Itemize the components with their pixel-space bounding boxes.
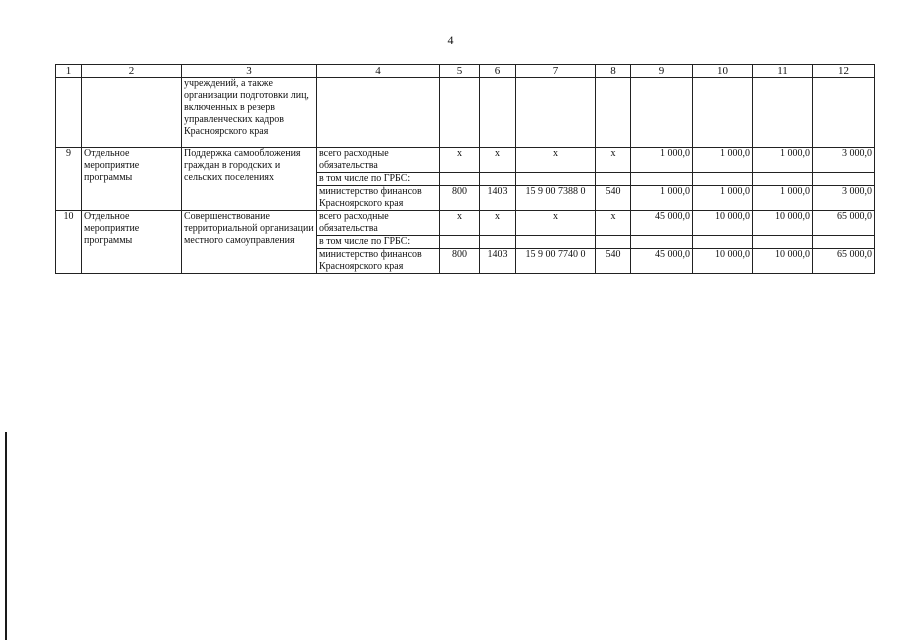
table-row <box>56 211 875 236</box>
column-header: 11 <box>753 65 813 78</box>
value-cell: 45 000,0 <box>631 249 693 274</box>
scan-edge-line <box>5 432 7 640</box>
value-cell: 15 9 00 7740 0 <box>516 249 596 274</box>
ministry-label: министерство финансов Красноярского края <box>317 249 440 274</box>
grbs-label: в том числе по ГРБС: <box>317 173 440 186</box>
row-number: 9 <box>56 148 82 211</box>
grbs-label: в том числе по ГРБС: <box>317 236 440 249</box>
row-status: Отдельное мероприятие программы <box>82 148 182 211</box>
value-cell: x <box>516 211 596 236</box>
value-cell: 10 000,0 <box>753 211 813 236</box>
value-cell: 3 000,0 <box>813 148 875 173</box>
total-label: всего расходные обязательства <box>317 148 440 173</box>
value-cell: 1 000,0 <box>693 186 753 211</box>
column-header: 1 <box>56 65 82 78</box>
column-header: 5 <box>440 65 480 78</box>
budget-table <box>55 64 875 274</box>
row-name: Поддержка самообложения граждан в городских и сельских поселениях <box>182 148 317 211</box>
column-header: 9 <box>631 65 693 78</box>
column-header: 3 <box>182 65 317 78</box>
row-status: Отдельное мероприятие программы <box>82 211 182 274</box>
value-cell: 1403 <box>480 186 516 211</box>
column-header: 10 <box>693 65 753 78</box>
value-cell: 15 9 00 7388 0 <box>516 186 596 211</box>
value-cell: 540 <box>596 186 631 211</box>
value-cell: 45 000,0 <box>631 211 693 236</box>
value-cell: x <box>440 211 480 236</box>
value-cell: 10 000,0 <box>693 211 753 236</box>
value-cell: 1 000,0 <box>753 186 813 211</box>
value-cell: 540 <box>596 249 631 274</box>
header-row <box>56 65 875 78</box>
continuation-row <box>56 78 875 148</box>
value-cell: 1 000,0 <box>631 148 693 173</box>
value-cell: 1 000,0 <box>753 148 813 173</box>
value-cell: x <box>596 211 631 236</box>
value-cell: 800 <box>440 249 480 274</box>
value-cell: 1 000,0 <box>693 148 753 173</box>
row-number: 10 <box>56 211 82 274</box>
column-header: 7 <box>516 65 596 78</box>
row-name: Совершенствование территориальной организации местного самоуправления <box>182 211 317 274</box>
column-header: 6 <box>480 65 516 78</box>
value-cell: x <box>480 211 516 236</box>
total-label: всего расходные обязательства <box>317 211 440 236</box>
value-cell: 1403 <box>480 249 516 274</box>
value-cell: 800 <box>440 186 480 211</box>
value-cell: 10 000,0 <box>753 249 813 274</box>
table-row <box>56 148 875 173</box>
page-number: 4 <box>447 33 454 47</box>
continuation-text: учреждений, а также организации подготовки лиц, включенных в резерв управленческих кадров Красноярского края <box>182 78 317 148</box>
value-cell: x <box>480 148 516 173</box>
ministry-label: министерство финансов Красноярского края <box>317 186 440 211</box>
value-cell: 65 000,0 <box>813 249 875 274</box>
value-cell: 10 000,0 <box>693 249 753 274</box>
value-cell: 65 000,0 <box>813 211 875 236</box>
column-header: 2 <box>82 65 182 78</box>
value-cell: x <box>440 148 480 173</box>
value-cell: 1 000,0 <box>631 186 693 211</box>
value-cell: 3 000,0 <box>813 186 875 211</box>
column-header: 8 <box>596 65 631 78</box>
column-header: 12 <box>813 65 875 78</box>
value-cell: x <box>596 148 631 173</box>
column-header: 4 <box>317 65 440 78</box>
value-cell: x <box>516 148 596 173</box>
